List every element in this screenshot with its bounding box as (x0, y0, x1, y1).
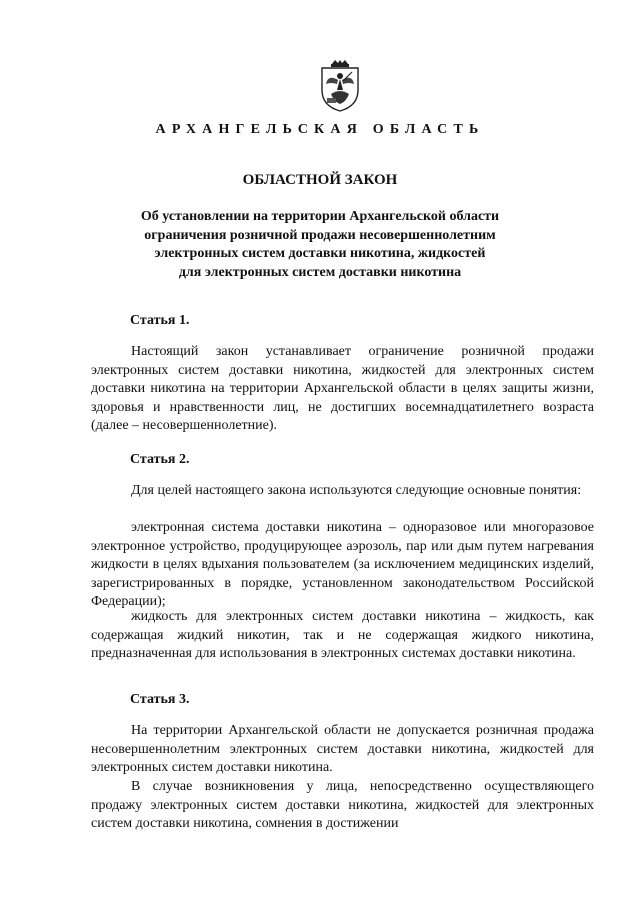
article-paragraph: В случае возникновения у лица, непосредственно осуществляющего продажу электронных систем доставки никотина, жидкостей для электронных систем доставки никотина, сомнения в достижении (91, 779, 594, 832)
law-title-line: для электронных систем доставки никотина (178, 264, 462, 280)
law-title-line: Об установлении на территории Архангельской области (140, 209, 500, 224)
law-title-line: электронных систем доставки никотина, жидкостей (154, 246, 486, 261)
coat-of-arms-icon (316, 60, 364, 112)
law-title-line: ограничения розничной продажи несовершеннолетним (144, 227, 496, 243)
article-paragraph: Для целей настоящего закона используются следующие основные понятия: (131, 483, 582, 498)
article-heading: Статья 2. (130, 452, 190, 467)
article-paragraph: Настоящий закон устанавливает ограничение розничной продажи электронных систем доставки никотина, жидкостей для электронных систем доставки никотина на территории Архангельской области в целях защиты жизни, здоровья и нравственности лиц, не достигших восемнадцатилетнего возраста (далее – несовершеннолетние). (91, 344, 594, 434)
law-title (120, 208, 520, 282)
article-heading: Статья 1. (130, 313, 190, 328)
region-heading: АРХАНГЕЛЬСКАЯ ОБЛАСТЬ (155, 122, 485, 137)
article-paragraph: На территории Архангельской области не допускается розничная продажа несовершеннолетним электронных систем доставки никотина, жидкостей для электронных систем доставки никотина. (91, 723, 594, 776)
article-paragraph: жидкость для электронных систем доставки никотина – жидкость, как содержащая жидкий никотин, так и не содержащая жидкого никотина, предназначенная для использования в электронных системах доставки никотина. (91, 609, 594, 662)
article-heading: Статья 3. (130, 692, 190, 707)
article-paragraph: электронная система доставки никотина – одноразовое или многоразовое электронное устройство, продуцирующее аэрозоль, пар или дым путем нагревания жидкости в целях вдыхания пользователем (за исключением медицинских изделий, зарегистрированных в порядке, установленном законодательством Российской Федерации); (91, 520, 594, 610)
law-type-heading: ОБЛАСТНОЙ ЗАКОН (242, 172, 398, 188)
